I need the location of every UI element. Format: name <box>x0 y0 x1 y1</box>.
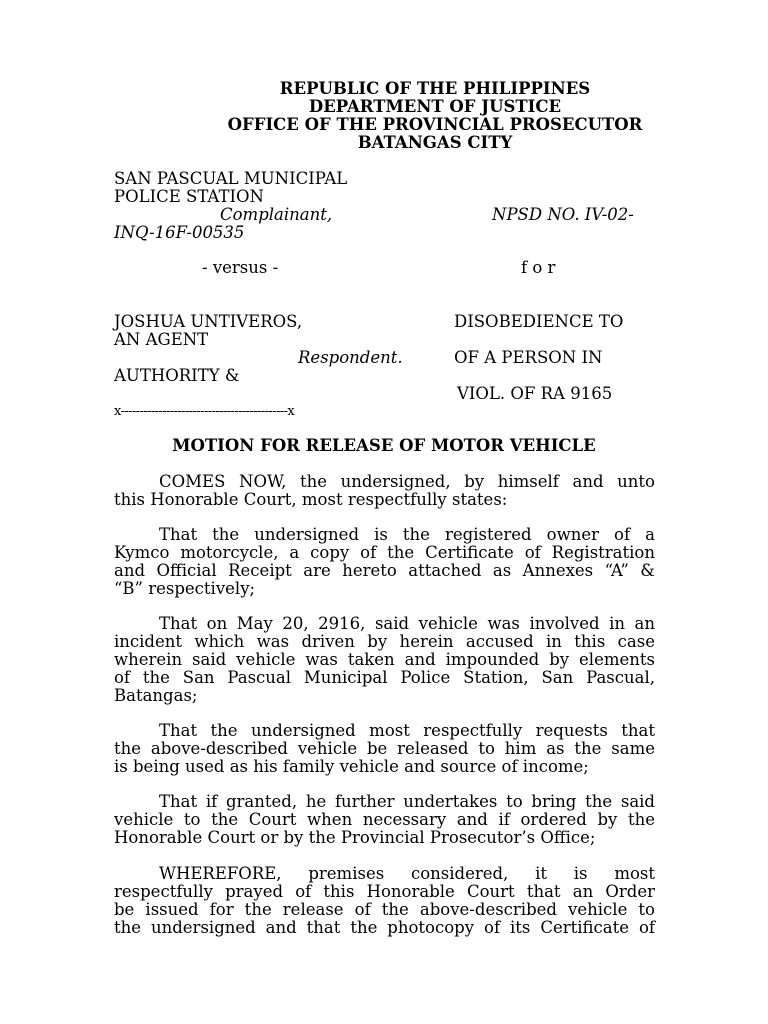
paragraph-line: That the undersigned most respectfully requests that <box>159 721 655 740</box>
respondent-line2: AN AGENT <box>114 330 209 349</box>
paragraph-line: and Official Receipt are hereto attached as Annexes “A” & <box>114 561 655 580</box>
case-number-part2: INQ-16F-00535 <box>114 223 245 242</box>
paragraph-line: is being used as his family vehicle and source of income; <box>114 757 589 776</box>
paragraph-comes-now <box>114 473 655 509</box>
caption-separator: x--------------------------------------------x <box>114 404 295 419</box>
complainant-name-line2: POLICE STATION <box>114 187 264 206</box>
paragraph-undertaking <box>114 793 655 847</box>
paragraph-line: incident which was driven by herein accused in this case <box>114 632 655 651</box>
paragraph-line: be issued for the release of the above-described vehicle to <box>114 900 655 919</box>
case-number-part1: NPSD NO. IV-02- <box>492 205 634 224</box>
respondent-role: Respondent. <box>298 348 403 367</box>
respondent-line3: AUTHORITY & <box>114 366 240 385</box>
paragraph-line: That on May 20, 2916, said vehicle was involved in an <box>159 614 655 633</box>
paragraph-line: That the undersigned is the registered owner of a <box>159 525 655 544</box>
header-office: OFFICE OF THE PROVINCIAL PROSECUTOR <box>227 115 643 134</box>
paragraph-incident <box>114 615 655 705</box>
offense-line2: OF A PERSON IN <box>454 348 603 367</box>
paragraph-wherefore <box>114 865 655 937</box>
paragraph-line: WHEREFORE, premises considered, it is most <box>159 864 655 883</box>
paragraph-line: the undersigned and that the photocopy of its Certificate of <box>114 918 655 937</box>
paragraph-line: COMES NOW, the undersigned, by himself and unto <box>159 472 655 491</box>
for-label: f o r <box>521 258 556 277</box>
paragraph-line: That if granted, he further undertakes to bring the said <box>159 792 655 811</box>
paragraph-line: vehicle to the Court when necessary and if ordered by the <box>114 810 655 829</box>
paragraph-line: this Honorable Court, most respectfully states: <box>114 490 508 509</box>
complainant-role: Complainant, <box>220 205 333 224</box>
respondent-name: JOSHUA UNTIVEROS, <box>114 312 303 331</box>
header-department: DEPARTMENT OF JUSTICE <box>308 97 562 116</box>
paragraph-line: of the San Pascual Municipal Police Station, San Pascual, <box>114 668 655 687</box>
paragraph-line: Honorable Court or by the Provincial Prosecutor’s Office; <box>114 828 596 847</box>
complainant-name-line1: SAN PASCUAL MUNICIPAL <box>114 169 348 188</box>
paragraph-line: the above-described vehicle be released to him as the same <box>114 739 655 758</box>
paragraph-line: “B” respectively; <box>114 579 256 598</box>
header-republic: REPUBLIC OF THE PHILIPPINES <box>279 79 591 98</box>
header-city: BATANGAS CITY <box>357 133 513 152</box>
paragraph-owner <box>114 526 655 598</box>
paragraph-line: Kymco motorcycle, a copy of the Certificate of Registration <box>114 543 655 562</box>
paragraph-request <box>114 722 655 776</box>
offense-line1: DISOBEDIENCE TO <box>454 312 624 331</box>
paragraph-line: Batangas; <box>114 686 198 705</box>
paragraph-line: wherein said vehicle was taken and impounded by elements <box>114 650 655 669</box>
versus-label: - versus - <box>202 258 279 277</box>
motion-title: MOTION FOR RELEASE OF MOTOR VEHICLE <box>172 436 596 455</box>
paragraph-line: respectfully prayed of this Honorable Court that an Order <box>114 882 655 901</box>
offense-line3: VIOL. OF RA 9165 <box>457 384 613 403</box>
